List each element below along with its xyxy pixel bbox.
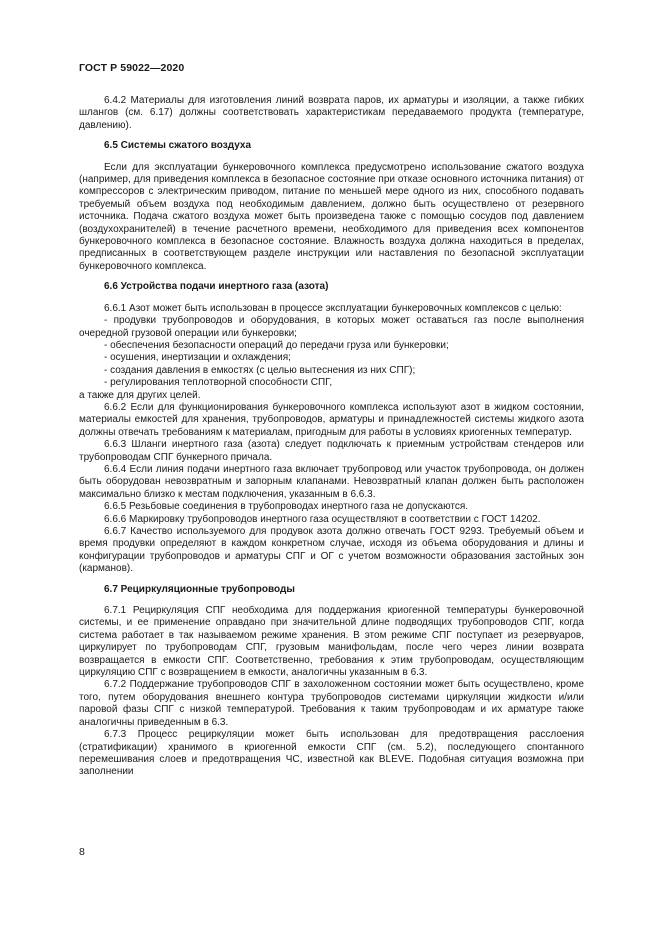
- heading-6-7: 6.7 Рециркуляционные трубопроводы: [104, 583, 295, 595]
- paragraph-6-7-1: 6.7.1 Рециркуляция СПГ необходима для поддержания криогенной температуры бункеровочной системы, и ее применение оправдано при значительной длине подводящих трубопроводов СПГ, когда система работает в так называемом режиме хранения. В этом режиме СПГ поступает из резервуаров, циркулирует по трубопроводам СПГ, грузовым манифольдам, после чего через линии возврата возвращается в емкости СПГ. Соответственно, требования к этим трубопроводам, осуществляющим циркуляцию СПГ с возвращением в емкости, аналогичны указанным в 6.3.: [79, 605, 584, 679]
- paragraph-6-6-1: 6.6.1 Азот может быть использован в процессе эксплуатации бункеровочных комплексов с целью:: [104, 302, 562, 314]
- list-item: - регулирования теплотворной способности СПГ,: [104, 377, 333, 389]
- list-item: - обеспечения безопасности операций до передачи груза или бункеровки;: [104, 339, 449, 351]
- list-item: - осушения, инертизации и охлаждения;: [104, 352, 291, 364]
- page-number: 8: [79, 846, 85, 858]
- paragraph-6-6-5: 6.6.5 Резьбовые соединения в трубопроводах инертного газа не допускаются.: [104, 501, 469, 513]
- paragraph-6-4-2: 6.4.2 Материалы для изготовления линий возврата паров, их арматуры и изоляции, а также гибких шлангов (см. 6.17) должны соответствовать характеристикам передаваемого продукта (температуре, давлению).: [79, 95, 584, 131]
- paragraph-6-6-2: 6.6.2 Если для функционирования бункеровочного комплекса используют азот в жидком состоянии, материалы емкостей для хранения, трубопроводов, арматуры и принадлежностей системы жидкого азота должны отвечать требованиям к материалам, пригодным для работы в условиях криогенных температур.: [79, 401, 584, 438]
- paragraph-6-6-6: 6.6.6 Маркировку трубопроводов инертного газа осуществляют в соответствии с ГОСТ 14202.: [104, 513, 541, 525]
- paragraph-6-6-3: 6.6.3 Шланги инертного газа (азота) следует подключать к приемным устройствам стендеров или трубопроводам СПГ бункерного причала.: [79, 439, 584, 463]
- heading-6-5: 6.5 Системы сжатого воздуха: [104, 140, 252, 152]
- heading-6-6: 6.6 Устройства подачи инертного газа (азота): [104, 281, 329, 293]
- document-code-header: ГОСТ Р 59022—2020: [79, 62, 185, 74]
- paragraph-6-7-2: 6.7.2 Поддержание трубопроводов СПГ в захоложенном состоянии может быть осуществлено, кроме того, путем оборудования внешнего контура трубопроводов системами циркуляции жидкости и/или паровой фазы СПГ с низкой температурой. Требования к таким трубопроводам и их арматуре также аналогичны приведенным в 6.3.: [79, 679, 584, 728]
- paragraph-6-6-4: 6.6.4 Если линия подачи инертного газа включает трубопровод или участок трубопровода, он должен быть оборудован невозвратным и запорным клапанами. Невозвратный клапан должен быть расположен максимально близко к местам подключения, указанным в 6.6.3.: [79, 463, 584, 500]
- document-body: [79, 95, 584, 779]
- list-item: - продувки трубопроводов и оборудования, в которых может оставаться газ после выполнения очередной грузовой операции или бункеровки;: [79, 315, 584, 339]
- list-item: - создания давления в емкостях (с целью вытеснения из них СПГ);: [104, 364, 416, 376]
- paragraph-6-5: Если для эксплуатации бункеровочного комплекса предусмотрено использование сжатого воздуха (например, для приведения комплекса в безопасное состояние при отказе основного источника питания) от компрессоров с электрическим приводом, питание по меньшей мере одного из них, способного подавать требуемый объем воздуха под необходимым давлением, должно быть осуществлено от резервного источника. Подача сжатого воздуха может быть произведена также с помощью сосудов под давлением (воздухохранителей) в течение расчетного времени, необходимого для приведения всех компонентов бункеровочного комплекса в безопасное состояние. Влажность воздуха должна находиться в пределах, предписанных в соответствующем разделе инструкции или наставления по безопасной эксплуатации бункеровочного комплекса.: [79, 161, 584, 272]
- paragraph-6-6-7: 6.6.7 Качество используемого для продувок азота должно отвечать ГОСТ 9293. Требуемый объем и время продувки определяют в каждом конкретном случае, исходя из объема оборудования и длины и конфигурации трубопроводов и арматуры СПГ и ОГ с учетом возможности образования застойных зон (карманов).: [79, 526, 584, 575]
- list-tail: а также для других целей.: [79, 389, 201, 401]
- paragraph-6-7-3: 6.7.3 Процесс рециркуляции может быть использован для предотвращения расслоения (стратификации) хранимого в криогенной емкости СПГ (см. 5.2), последующего спонтанного перемешивания слоев и предотвращения ЧС, известной как BLEVE. Подобная ситуация возможна при заполнении: [79, 729, 584, 778]
